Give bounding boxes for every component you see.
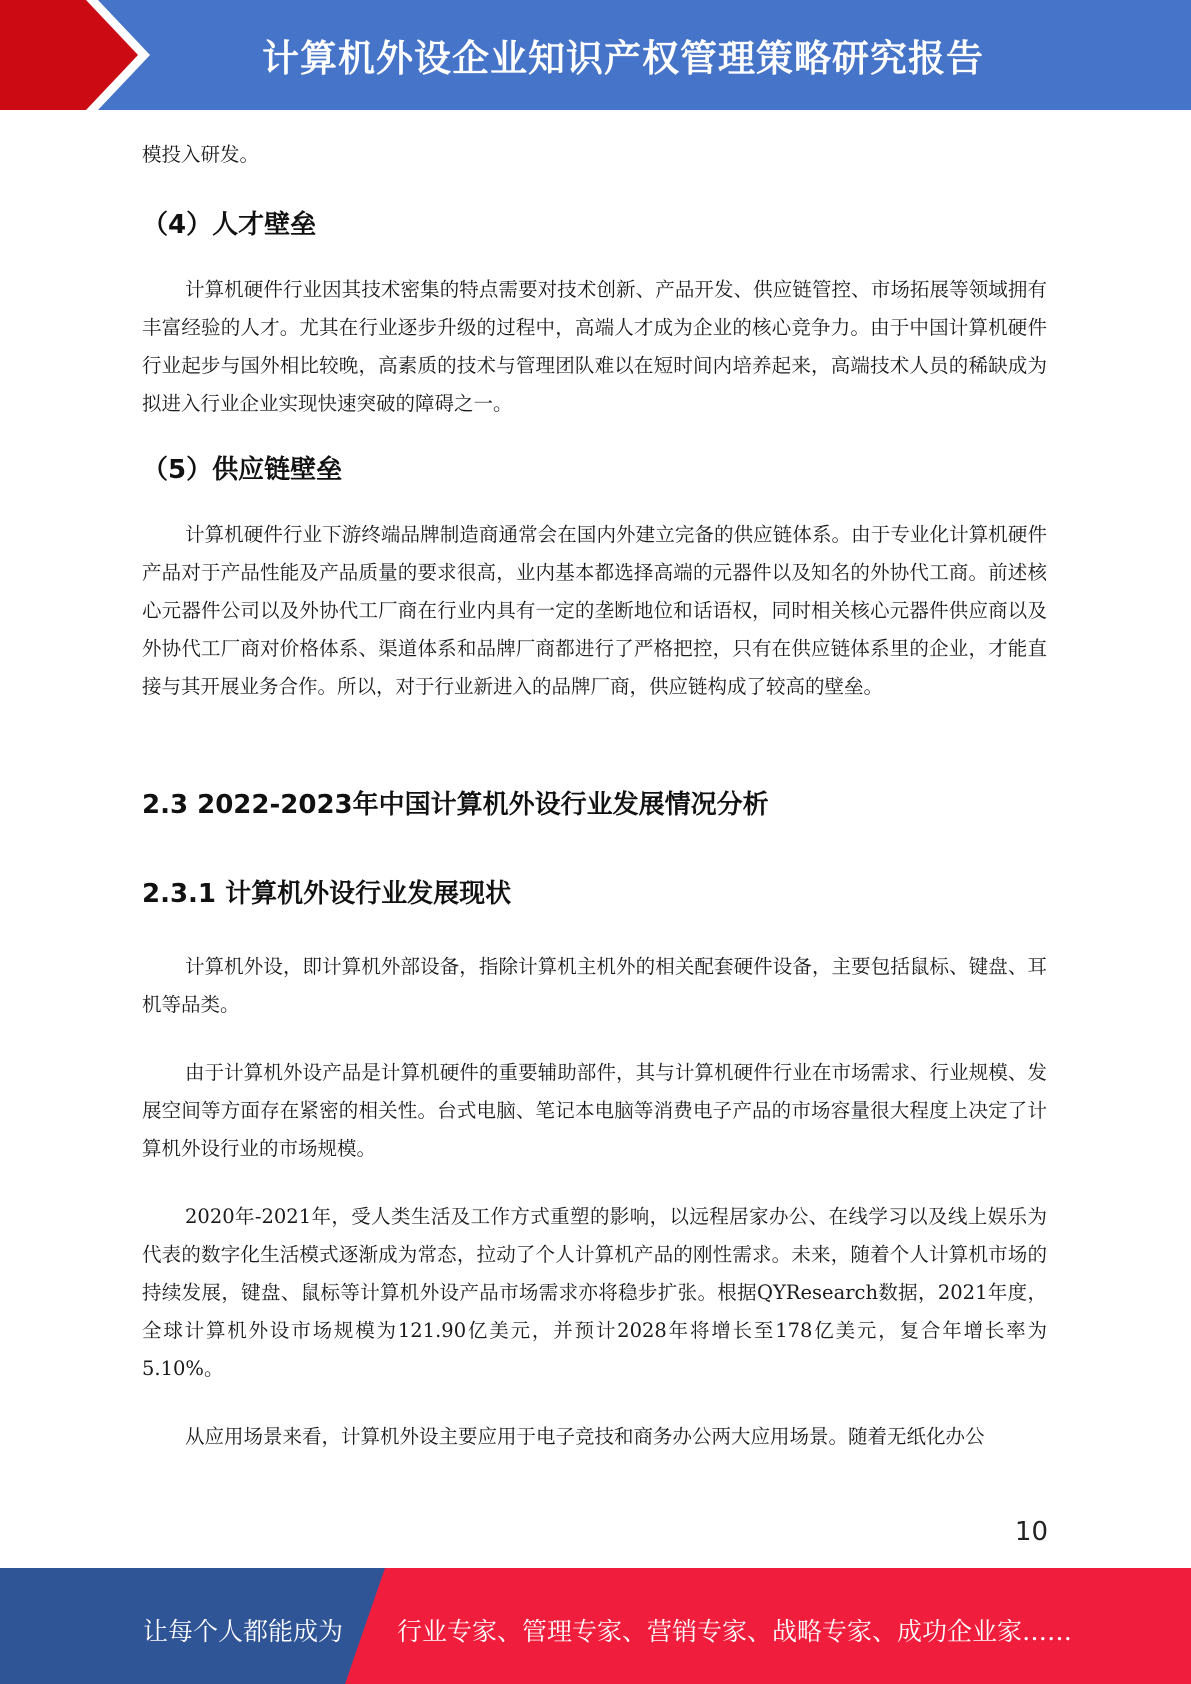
heading-supply-chain-barrier: （5）供应链壁垒 <box>142 455 343 485</box>
section-heading-2-3: 2.3 2022-2023年中国计算机外设行业发展情况分析 <box>142 790 769 820</box>
footer-slogan-right: 行业专家、管理专家、营销专家、战略专家、成功企业家…… <box>397 1617 1073 1646</box>
paragraph-application-scenarios: 从应用场景来看，计算机外设主要应用于电子竞技和商务办公两大应用场景。随着无纸化办公 <box>185 1425 985 1448</box>
paragraph-supply-chain-barrier: 计算机硬件行业下游终端品牌制造商通常会在国内外建立完备的供应链体系。由于专业化计算机硬件产品对于产品性能及产品质量的要求很高，业内基本都选择高端的元器件以及知名的外协代工商。前述核心元器件公司以及外协代工厂商在行业内具有一定的垄断地位和话语权，同时相关核心元器件供应商以及外协代工厂商对价格体系、渠道体系和品牌厂商都进行了严格把控，只有在供应链体系里的企业，才能直接与其开展业务合作。所以，对于行业新进入的品牌厂商，供应链构成了较高的壁垒。 <box>142 523 1047 698</box>
intro-fragment: 模投入研发。 <box>142 143 260 166</box>
page-content <box>142 136 1047 1456</box>
page-header <box>0 0 1191 110</box>
page-footer <box>0 1568 1191 1684</box>
page-number: 10 <box>1014 1517 1048 1547</box>
report-title: 计算机外设企业知识产权管理策略研究报告 <box>262 37 984 80</box>
paragraph-peripheral-definition: 计算机外设，即计算机外部设备，指除计算机主机外的相关配套硬件设备，主要包括鼠标、键盘、耳机等品类。 <box>142 955 1047 1016</box>
paragraph-talent-barrier: 计算机硬件行业因其技术密集的特点需要对技术创新、产品开发、供应链管控、市场拓展等领域拥有丰富经验的人才。尤其在行业逐步升级的过程中，高端人才成为企业的核心竞争力。由于中国计算机硬件行业起步与国外相比较晚，高素质的技术与管理团队难以在短时间内培养起来，高端技术人员的稀缺成为拟进入行业企业实现快速突破的障碍之一。 <box>142 278 1047 415</box>
header-arrow-icon <box>0 0 160 110</box>
heading-talent-barrier: （4）人才壁垒 <box>142 210 317 240</box>
paragraph-market-relation: 由于计算机外设产品是计算机硬件的重要辅助部件，其与计算机硬件行业在市场需求、行业规模、发展空间等方面存在紧密的相关性。台式电脑、笔记本电脑等消费电子产品的市场容量很大程度上决定了计算机外设行业的市场规模。 <box>142 1061 1047 1160</box>
paragraph-market-size: 2020年-2021年，受人类生活及工作方式重塑的影响，以远程居家办公、在线学习以及线上娱乐为代表的数字化生活模式逐渐成为常态，拉动了个人计算机产品的刚性需求。未来，随着个人计算机市场的持续发展，键盘、鼠标等计算机外设产品市场需求亦将稳步扩张。根据QYResearch数据，2021年度，全球计算机外设市场规模为121.90亿美元，并预计2028年将增长至178亿美元，复合年增长率为5.10%。 <box>142 1205 1047 1380</box>
section-heading-2-3-1: 2.3.1 计算机外设行业发展现状 <box>142 879 512 909</box>
footer-slogan-left: 让每个人都能成为 <box>143 1617 344 1646</box>
